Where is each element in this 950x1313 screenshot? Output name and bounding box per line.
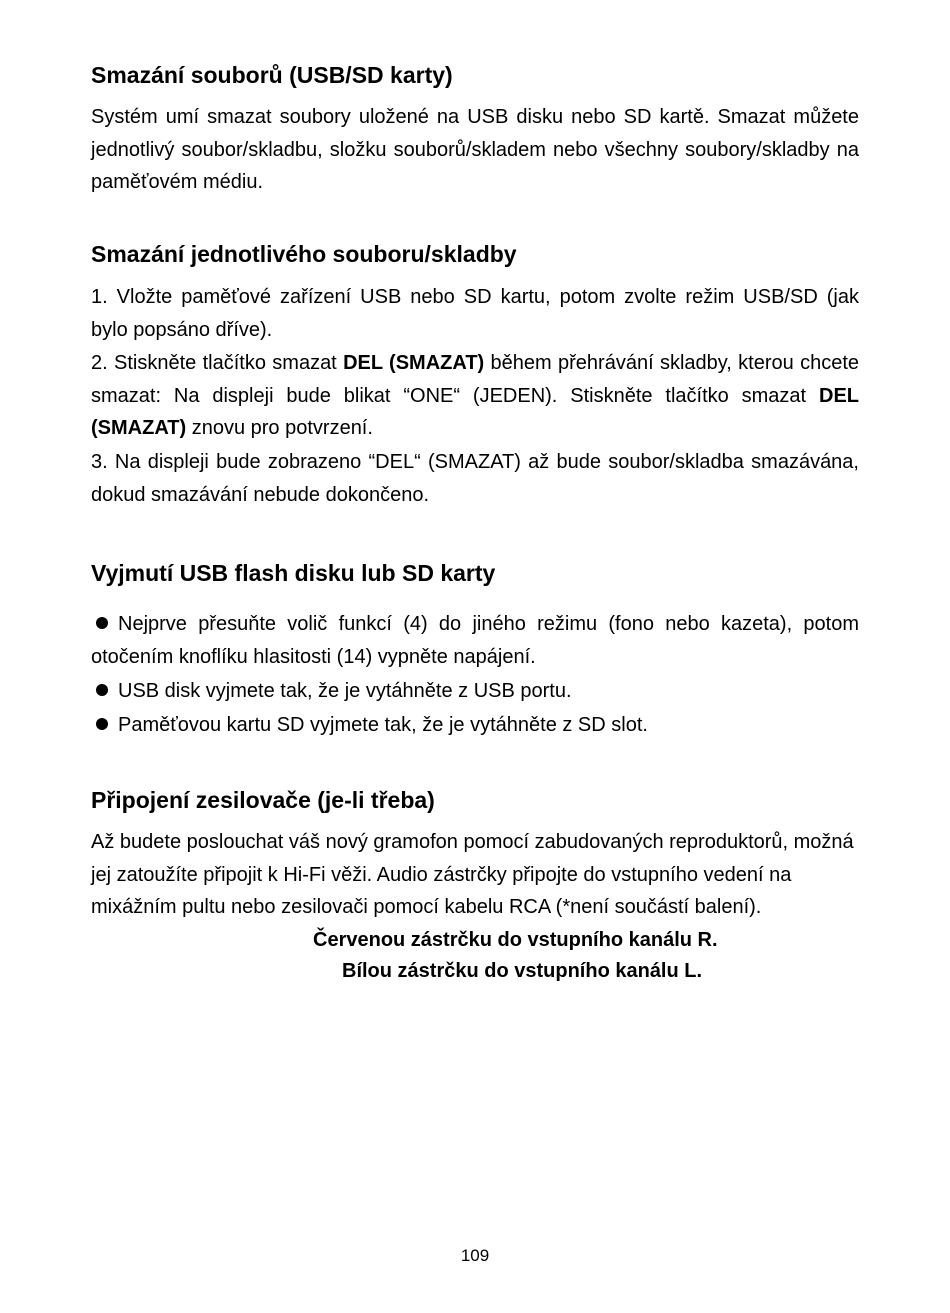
step-2-part-a: 2. Stiskněte tlačítko smazat — [91, 352, 344, 374]
red-plug-instruction: Červenou zástrčku do vstupního kanálu R. — [313, 929, 718, 951]
del-label-2: DEL (SMAZAT) — [91, 384, 859, 439]
step-1: 1. Vložte paměťové zařízení USB nebo SD kartu, potom zvolte režim USB/SD (jak bylo popsáno dříve). — [91, 286, 859, 341]
bullet-item — [91, 608, 859, 673]
white-plug-instruction: Bílou zástrčku do vstupního kanálu L. — [342, 960, 703, 982]
heading-delete-files: Smazání souborů (USB/SD karty) — [91, 62, 453, 88]
step-2-part-e: znovu pro potvrzení. — [186, 417, 373, 439]
bullet-icon — [96, 684, 108, 696]
bullet-item — [91, 675, 859, 708]
heading-amplifier: Připojení zesilovače (je-li třeba) — [91, 787, 435, 813]
step-3: 3. Na displeji bude zobrazeno “DEL“ (SMAZAT) až bude soubor/skladba smazávána, dokud smazávání nebude dokončeno. — [91, 451, 859, 506]
step-2 — [91, 347, 859, 445]
bullet-icon — [96, 617, 108, 629]
paragraph-delete-files: Systém umí smazat soubory uložené na USB disku nebo SD kartě. Smazat můžete jednotlivý soubor/skladbu, složku souborů/skladem nebo všechny soubory/skladby na paměťovém médiu. — [91, 106, 859, 193]
heading-delete-single: Smazání jednotlivého souboru/skladby — [91, 241, 517, 267]
bullet-text: Nejprve přesuňte volič funkcí (4) do jiného režimu (fono nebo kazeta), potom otočením knoflíku hlasitosti (14) vypněte napájení. — [91, 613, 859, 668]
paragraph-amplifier: Až budete poslouchat váš nový gramofon pomocí zabudovaných reproduktorů, možná jej zatoužíte připojit k Hi-Fi věži. Audio zástrčky připojte do vstupního vedení na mixážním pultu nebo zesilovači pomocí kabelu RCA (*není součástí balení). — [91, 831, 854, 918]
bullet-text: USB disk vyjmete tak, že je vytáhněte z USB portu. — [118, 680, 572, 702]
heading-remove-usb: Vyjmutí USB flash disku lub SD karty — [91, 560, 496, 586]
bullet-item — [91, 709, 859, 742]
bullet-text: Paměťovou kartu SD vyjmete tak, že je vytáhněte z SD slot. — [118, 714, 648, 736]
bullet-icon — [96, 718, 108, 730]
step-2-part-c: během přehrávání skladby, kterou chcete smazat: Na displeji bude blikat “ONE“ (JEDEN). Stiskněte tlačítko smazat — [91, 352, 859, 407]
page-number: 109 — [460, 1246, 490, 1265]
del-label-1: DEL (SMAZAT) — [343, 352, 485, 374]
